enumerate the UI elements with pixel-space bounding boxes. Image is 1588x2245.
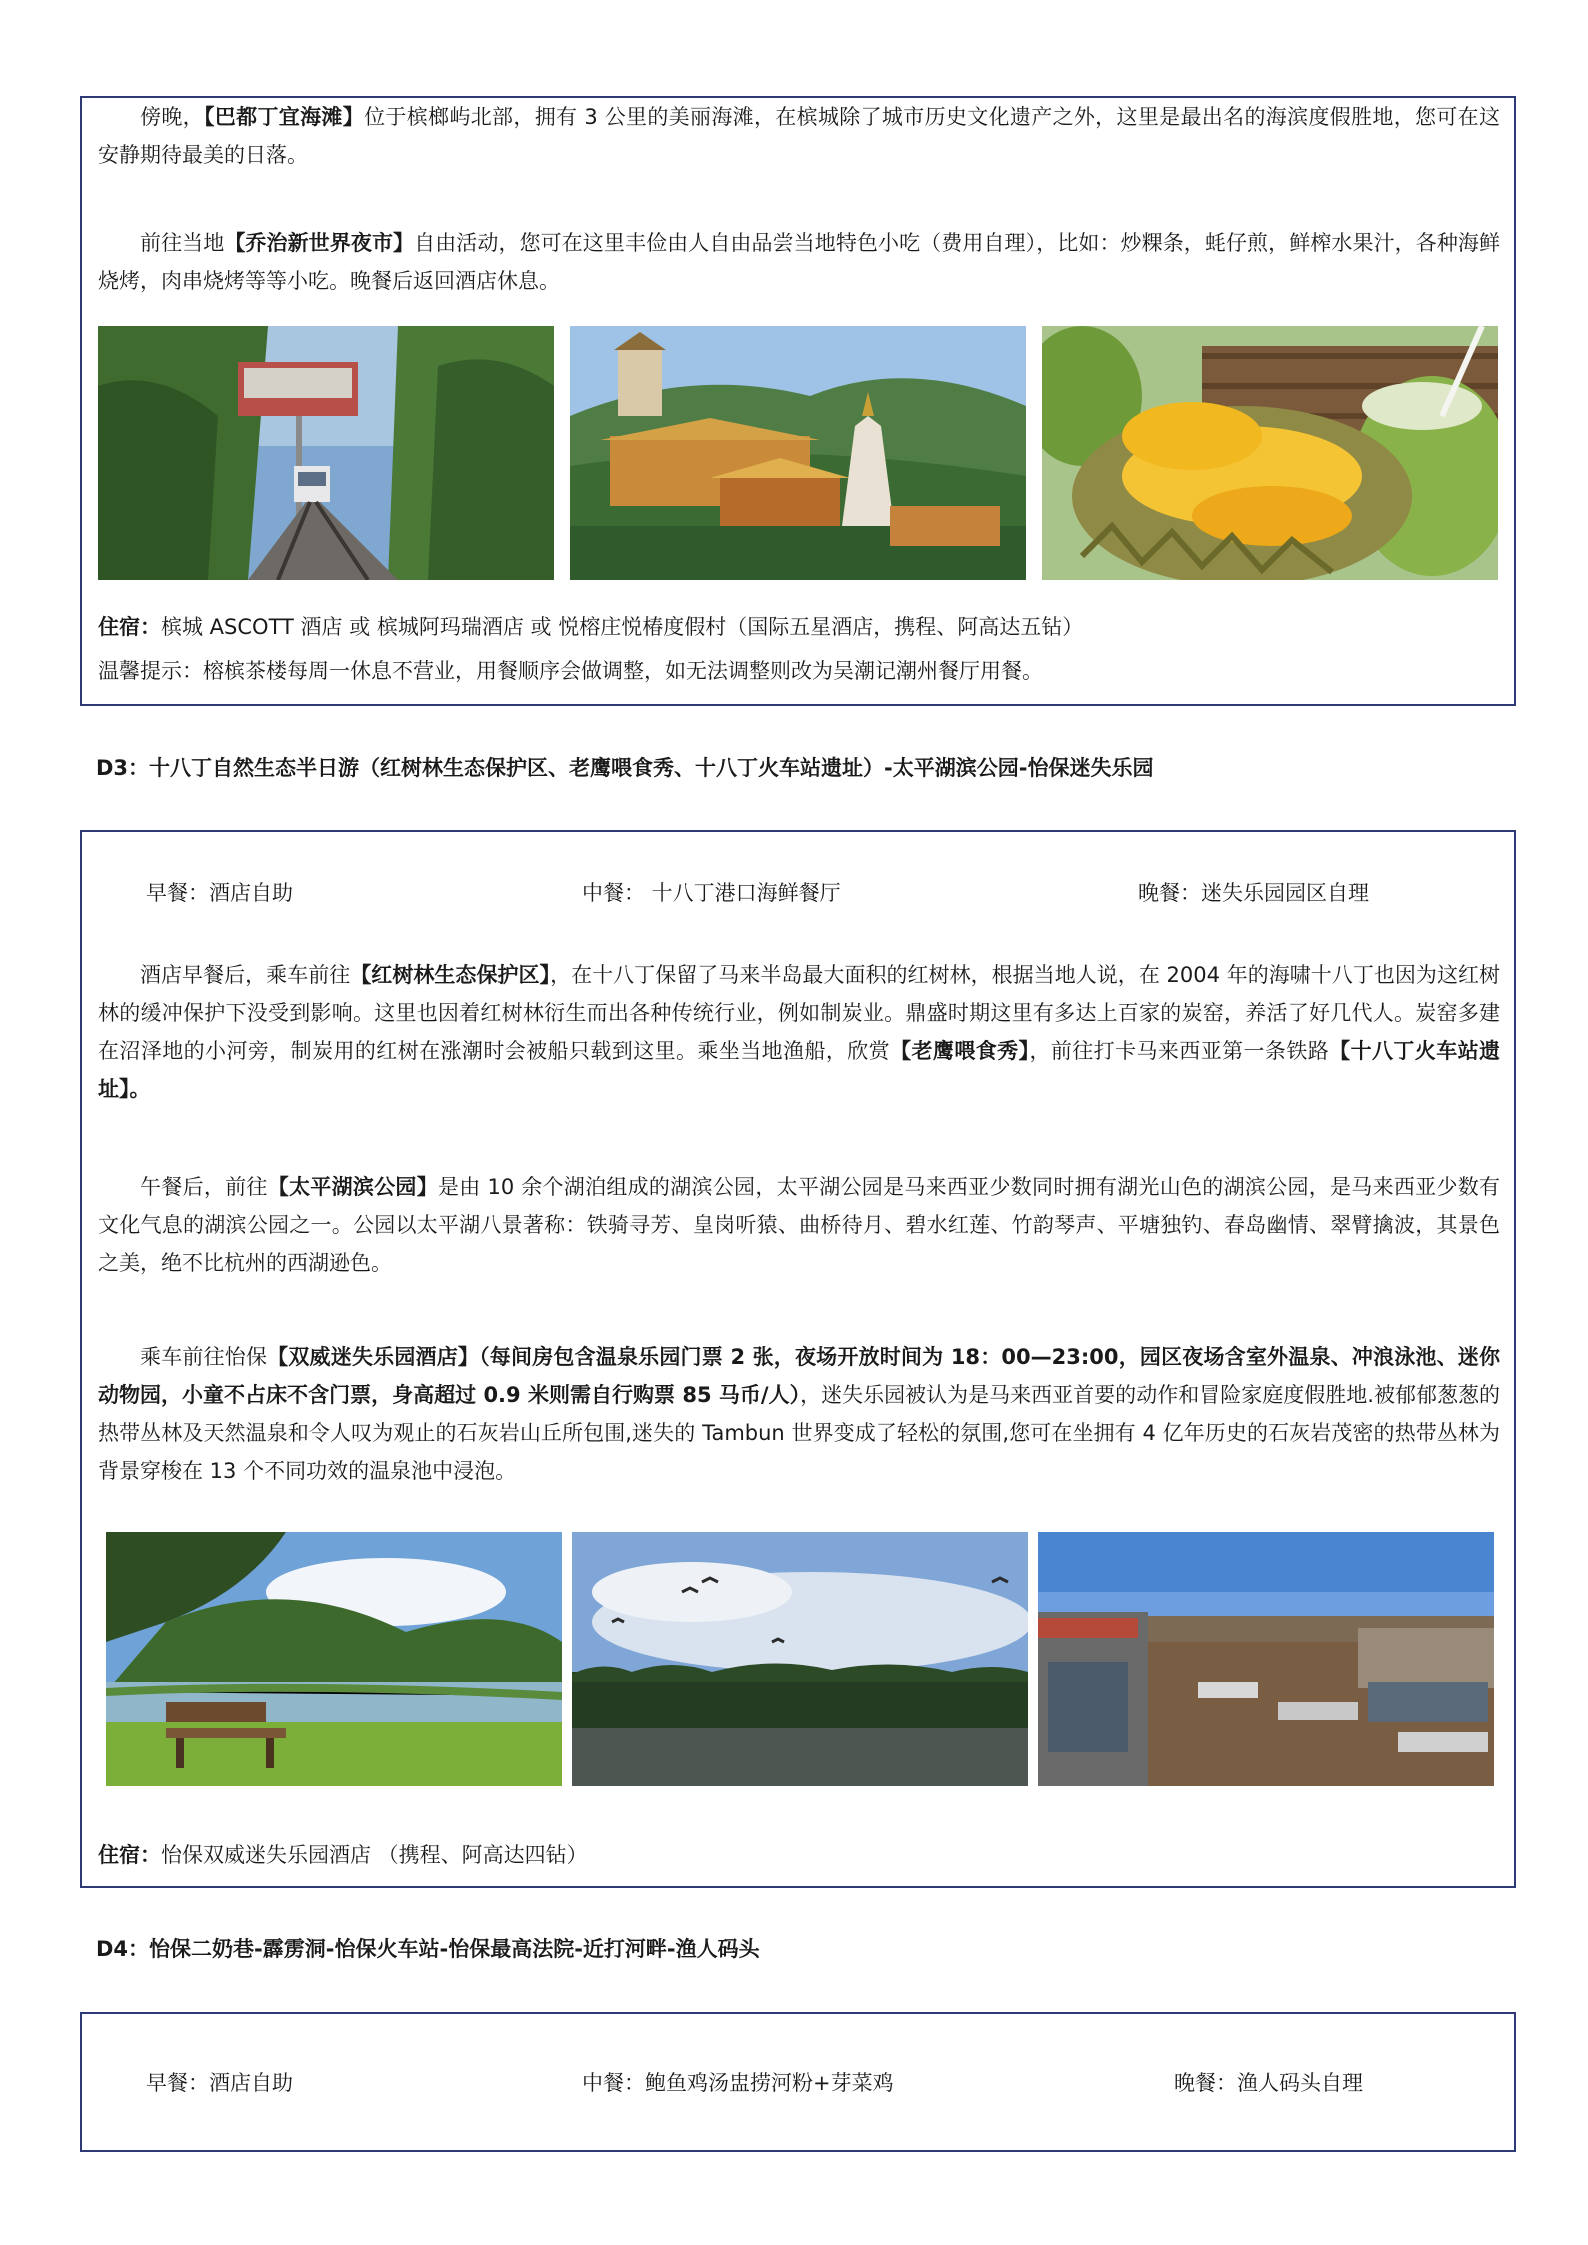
stay-text: 槟城 ASCOTT 酒店 或 槟城阿玛瑞酒店 或 悦榕庄悦椿度假村（国际五星酒店，携程、阿高达五钻）	[161, 615, 1084, 639]
place-name: 【巴都丁宜海滩】	[203, 105, 365, 129]
breakfast-info: 早餐：酒店自助	[146, 2071, 293, 2095]
place-name: 【乔治新世界夜市】	[224, 231, 415, 255]
dinner-info: 晚餐：渔人码头自理	[1174, 2071, 1363, 2095]
para-text: ，在十八丁保留了马来半岛最大面积的红树林，根据当地人说，在 2004 年的海啸十八丁也因为这红树林的缓冲保护下没受到影响。这里也因着红树林衍生而出各种传统行业，例如制炭业。鼎盛时期这里有多达上百家的炭窑，养活了好几代人。炭窑多建在沼泽地的小河旁，制炭用的红树在涨潮时会被船只载到这里。乘坐当地渔船，欣赏	[98, 963, 1501, 1063]
place-name: 【十八丁火车站遗址】。	[98, 1039, 1501, 1101]
funicular-railway-photo	[98, 326, 554, 580]
para-text: 位于槟榔屿北部，拥有 3 公里的美丽海滩，在槟城除了城市历史文化遗产之外，这里是最出名的海滨度假胜地，您可在这安静期待最美的日落。	[98, 105, 1501, 167]
para-text: 午餐后，前往	[140, 1175, 268, 1199]
place-name: 【太平湖滨公园】	[267, 1175, 438, 1199]
mangrove-eagles-image	[572, 1532, 1028, 1786]
lunch-info: 中餐：鲍鱼鸡汤盅捞河粉+芽菜鸡	[582, 2071, 894, 2095]
lake-park-image	[106, 1532, 562, 1786]
photo-row-d3	[106, 1532, 1494, 1786]
stay-label: 住宿：	[98, 615, 161, 639]
para-text: 是由 10 余个湖泊组成的湖滨公园，太平湖公园是马来西亚少数同时拥有湖光山色的湖滨公园，是马来西亚少数有文化气息的湖滨公园之一。公园以太平湖八景著称：铁骑寻芳、皇岗听猿、曲桥待月、碧水红莲、竹韵琴声、平塘独钓、春岛幽情、翠臂擒波，其景色之美，绝不比杭州的西湖逊色。	[98, 1175, 1501, 1275]
photo-row-d2	[98, 326, 1498, 580]
taiping-lake-paragraph	[98, 1168, 1500, 1282]
day3-heading: D3：十八丁自然生态半日游（红树林生态保护区、老鹰喂食秀、十八丁火车站遗址）-太平湖滨公园-怡保迷失乐园	[96, 756, 1154, 780]
para-text: ，迷失乐园被认为是马来西亚首要的动作和冒险家庭度假胜地.被郁郁葱葱的热带丛林及天然温泉和令人叹为观止的石灰岩山丘所包围,迷失的 Tambun 世界变成了轻松的氛围,您可在坐拥有 4 亿年历史的石灰岩茂密的热带丛林为背景穿梭在 13 个不同功效的温泉池中浸泡。	[98, 1383, 1500, 1483]
accommodation-line-d3	[98, 1840, 588, 1870]
mangrove-paragraph	[98, 956, 1500, 1108]
stay-label: 住宿：	[98, 1843, 161, 1867]
para-text: ，前往打卡马来西亚第一条铁路	[1029, 1039, 1330, 1063]
stay-text: 怡保双威迷失乐园酒店 （携程、阿高达四钻）	[161, 1843, 588, 1867]
breakfast-info: 早餐：酒店自助	[146, 881, 293, 905]
funicular-railway-image	[98, 326, 554, 580]
durian-coconut-photo	[1042, 326, 1498, 580]
night-market-paragraph	[98, 224, 1500, 300]
fishing-village-image	[1038, 1532, 1494, 1786]
hotel-details: 【双威迷失乐园酒店】（每间房包含温泉乐园门票 2 张，夜场开放时间为 18：00—23:00，园区夜场含室外温泉、冲浪泳池、迷你动物园，小童不占床不含门票，身高超过 0.9 米则需自行购票 85 马币/人）	[98, 1345, 1500, 1407]
place-name: 【老鹰喂食秀】	[890, 1039, 1030, 1063]
mangrove-eagles-photo	[572, 1532, 1028, 1786]
fishing-village-photo	[1038, 1532, 1494, 1786]
para-text: 酒店早餐后，乘车前往	[140, 963, 351, 987]
day4-heading: D4：怡保二奶巷-霹雳洞-怡保火车站-怡保最高法院-近打河畔-渔人码头	[96, 1937, 760, 1961]
itinerary-box-d4	[80, 2012, 1516, 2152]
itinerary-box-d2	[80, 96, 1516, 706]
para-text: 自由活动，您可在这里丰俭由人自由品尝当地特色小吃（费用自理），比如：炒粿条，蚝仔煎，鲜榨水果汁，各种海鲜烧烤，肉串烧烤等等小吃。晚餐后返回酒店休息。	[98, 231, 1501, 293]
batu-ferringhi-paragraph	[98, 98, 1500, 174]
place-name: 【红树林生态保护区】	[350, 963, 551, 987]
durian-coconut-image	[1042, 326, 1498, 580]
lost-world-paragraph	[98, 1338, 1500, 1490]
temple-complex-photo	[570, 326, 1026, 580]
itinerary-box-d3	[80, 830, 1516, 1888]
para-text: 前往当地	[140, 231, 225, 255]
lunch-info: 中餐： 十八丁港口海鲜餐厅	[582, 881, 841, 905]
accommodation-line-d2	[98, 612, 1083, 642]
tip-text: 温馨提示：榕槟茶楼每周一休息不营业，用餐顺序会做调整，如无法调整则改为吴潮记潮州餐厅用餐。	[98, 659, 1043, 683]
dinner-info: 晚餐：迷失乐园园区自理	[1138, 881, 1369, 905]
warm-tip	[98, 656, 1043, 686]
para-text: 傍晚，	[140, 105, 204, 129]
temple-complex-image	[570, 326, 1026, 580]
lake-park-photo	[106, 1532, 562, 1786]
para-text: 乘车前往怡保	[140, 1345, 268, 1369]
